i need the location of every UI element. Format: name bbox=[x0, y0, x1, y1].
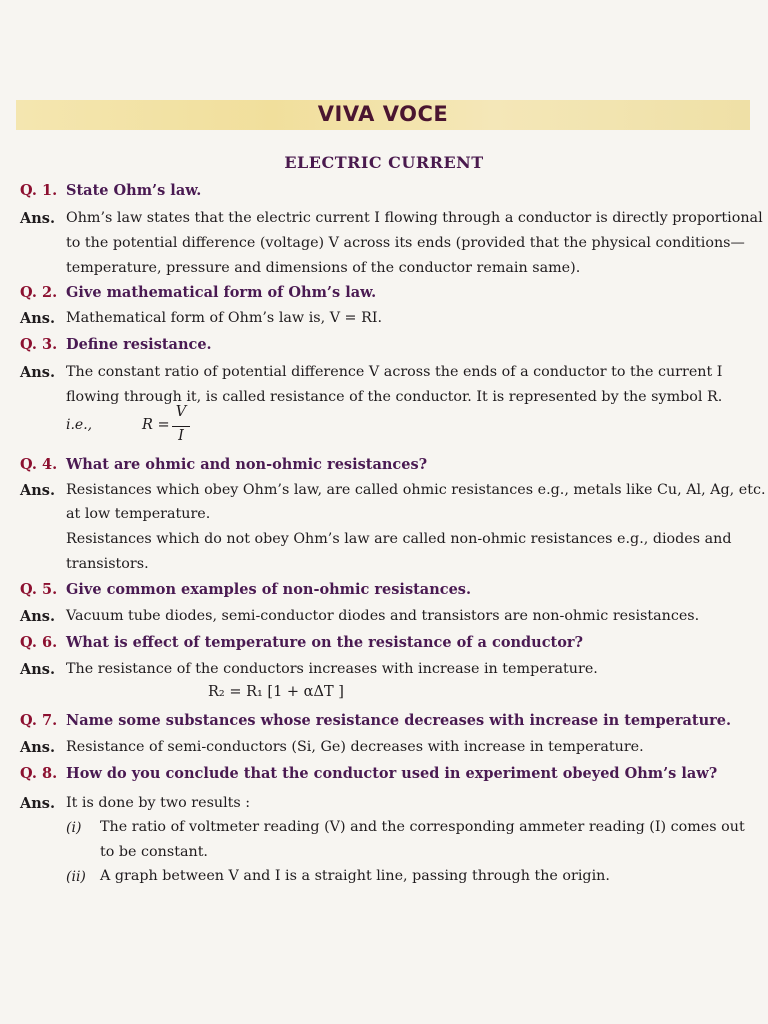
list-item-line: The ratio of voltmeter reading (V) and the corresponding ammeter reading (I) comes out bbox=[100, 819, 745, 835]
formula-lhs: R = bbox=[142, 417, 170, 433]
formula-denominator: I bbox=[178, 428, 184, 444]
answer-line: It is done by two results : bbox=[66, 795, 251, 811]
answer-label: Ans. bbox=[20, 661, 56, 678]
answer-line: Resistance of semi-conductors (Si, Ge) decreases with increase in temperature. bbox=[66, 739, 644, 755]
answer-line: Ohm’s law states that the electric current I flowing through a conductor is directly proportional bbox=[66, 210, 763, 226]
answer-line: Vacuum tube diodes, semi-conductor diodes and transistors are non-ohmic resistances. bbox=[66, 608, 700, 624]
question-text: What is effect of temperature on the resistance of a conductor? bbox=[66, 634, 584, 651]
question-text: Give common examples of non-ohmic resistances. bbox=[66, 581, 472, 598]
temperature-equation: R₂ = R₁ [1 + αΔT ] bbox=[208, 684, 344, 700]
answer-label: Ans. bbox=[20, 795, 56, 812]
answer-label: Ans. bbox=[20, 210, 56, 227]
answer-line: Mathematical form of Ohm’s law is, V = RI. bbox=[66, 310, 383, 326]
answer-label: Ans. bbox=[20, 608, 56, 625]
answer-line: The resistance of the conductors increases with increase in temperature. bbox=[66, 661, 598, 677]
answer-line: flowing through it, is called resistance of the conductor. It is represented by the symbol R. bbox=[66, 389, 723, 405]
question-label: Q. 6. bbox=[20, 634, 58, 651]
list-item-number: (i) bbox=[66, 820, 82, 836]
question-label: Q. 1. bbox=[20, 182, 58, 199]
question-text: State Ohm’s law. bbox=[66, 182, 202, 199]
fraction-bar bbox=[172, 426, 190, 427]
answer-line: temperature, pressure and dimensions of the conductor remain same). bbox=[66, 260, 581, 276]
answer-label: Ans. bbox=[20, 364, 56, 381]
list-item-number: (ii) bbox=[66, 869, 86, 885]
question-text: Define resistance. bbox=[66, 336, 212, 353]
question-label: Q. 4. bbox=[20, 456, 58, 473]
section-title: ELECTRIC CURRENT bbox=[284, 153, 484, 172]
formula-numerator: V bbox=[175, 404, 187, 420]
question-text: Name some substances whose resistance decreases with increase in temperature. bbox=[66, 712, 732, 729]
question-label: Q. 2. bbox=[20, 284, 58, 301]
viva-voce-banner bbox=[16, 100, 750, 130]
answer-label: Ans. bbox=[20, 739, 56, 756]
answer-line: Resistances which obey Ohm’s law, are called ohmic resistances e.g., metals like Cu, Al, Ag, etc. bbox=[66, 482, 766, 498]
ie-label: i.e., bbox=[66, 417, 93, 433]
answer-label: Ans. bbox=[20, 310, 56, 327]
answer-line: to the potential difference (voltage) V across its ends (provided that the physical conditions— bbox=[66, 235, 745, 251]
banner-title: VIVA VOCE bbox=[317, 102, 449, 126]
answer-label: Ans. bbox=[20, 482, 56, 499]
question-label: Q. 8. bbox=[20, 765, 58, 782]
list-item-line: A graph between V and I is a straight line, passing through the origin. bbox=[100, 868, 610, 884]
question-text: What are ohmic and non-ohmic resistances? bbox=[66, 456, 428, 473]
answer-line: at low temperature. bbox=[66, 506, 211, 522]
question-label: Q. 3. bbox=[20, 336, 58, 353]
question-text: Give mathematical form of Ohm’s law. bbox=[66, 284, 377, 301]
answer-line: The constant ratio of potential difference V across the ends of a conductor to the current I bbox=[66, 364, 723, 380]
answer-line: Resistances which do not obey Ohm’s law are called non-ohmic resistances e.g., diodes and bbox=[66, 531, 732, 547]
question-label: Q. 7. bbox=[20, 712, 58, 729]
question-label: Q. 5. bbox=[20, 581, 58, 598]
list-item-line: to be constant. bbox=[100, 844, 208, 860]
answer-line: transistors. bbox=[66, 556, 149, 572]
question-text: How do you conclude that the conductor used in experiment obeyed Ohm’s law? bbox=[66, 765, 718, 782]
